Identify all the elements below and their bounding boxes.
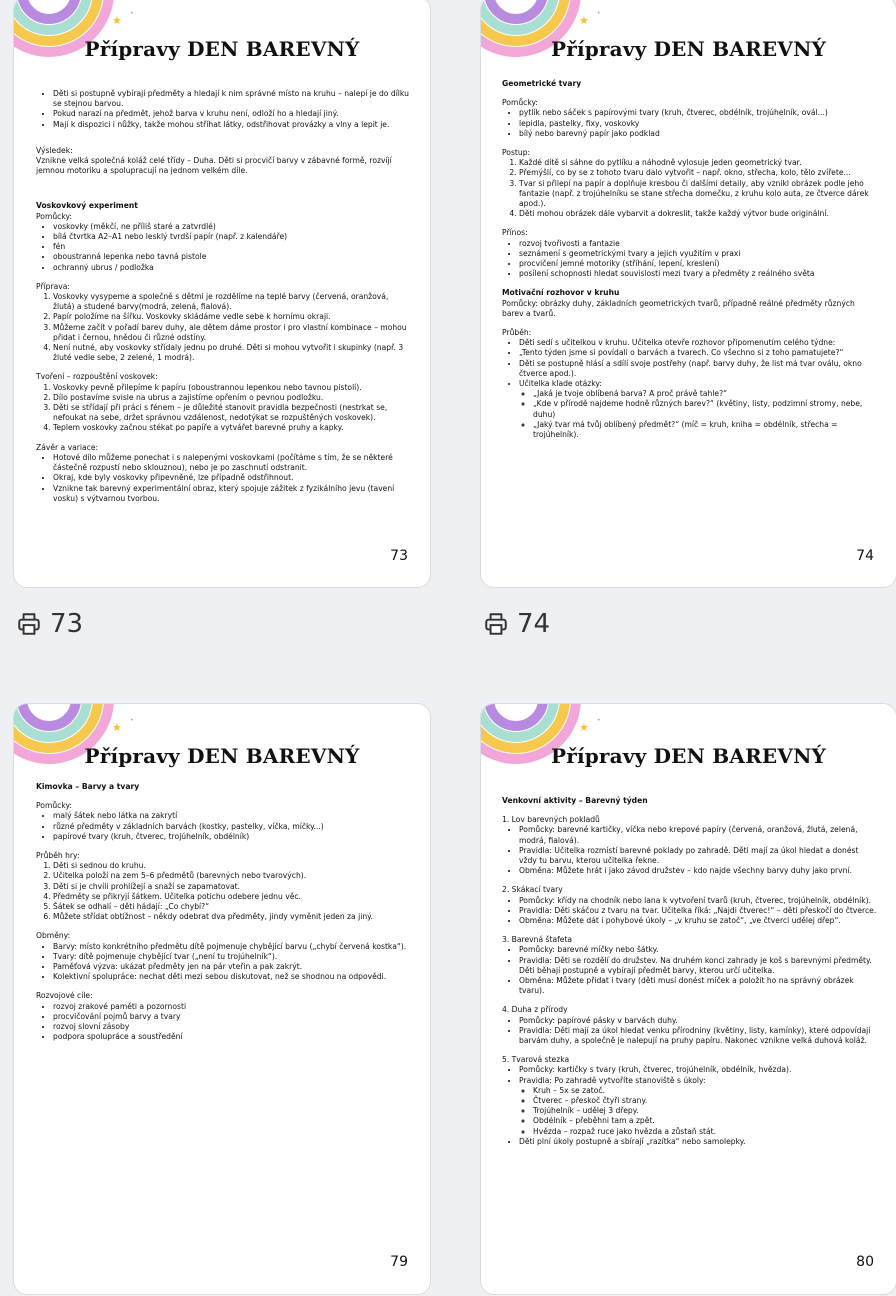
list-item: • „Tento týden jsme si povídali o barvách a tvarech. Co všechno si z toho pamatujete?“: [519, 348, 878, 358]
intro-list: [36, 89, 412, 130]
list-item: • Pravidla: Učitelka rozmístí barevné poklady po zahradě. Děti mají za úkol hledat a donést vždy tu barvu, kterou učitelka řekne.: [519, 846, 878, 866]
list-item: • rozvoj zrakové paměti a pozornosti: [53, 1002, 412, 1012]
list-item: • fén: [53, 242, 412, 252]
section-heading: Rozvojové cíle:: [36, 991, 93, 1001]
tools-list: [36, 222, 412, 273]
page-number: 80: [856, 1254, 874, 1270]
section-title: Geometrické tvary: [502, 79, 582, 88]
list-item: • Mají k dispozici i nůžky, takže mohou stříhat látky, odstřihovat provázky a vlny a lepit je.: [53, 120, 412, 130]
section-heading: Pomůcky:: [36, 801, 72, 811]
list-item: • Pomůcky: barevné míčky nebo šátky.: [519, 945, 878, 955]
end-list: [36, 453, 412, 504]
page-thumbnail-79[interactable]: [13, 703, 431, 1295]
list-item: • Obměna: Můžete přidat i tvary (děti musí donést míček a položit ho na správný obrázek tvaru).: [519, 976, 878, 996]
list-item: • rozvoj slovní zásoby: [53, 1022, 412, 1032]
activity-list: [502, 1065, 878, 1147]
page-content: [36, 782, 412, 1042]
questions-list: [519, 389, 878, 440]
section-heading: Přínos:: [502, 228, 528, 238]
tasks-list: [519, 1086, 878, 1137]
list-item: ◦ Čtverec – přeskoč čtyři strany.: [533, 1096, 878, 1106]
activity-title: 5. Tvarová stezka: [502, 1055, 570, 1065]
list-item: 4. Není nutné, aby voskovky střídaly jednu po druhé. Děti si mohou vytvořit i skupinky (např. 3 žluté vedle sebe, 2 zelené, 1 modrá).: [53, 343, 412, 363]
dot-icon: •: [597, 10, 601, 17]
section-title: Motivační rozhovor v kruhu: [502, 288, 620, 298]
list-item: ◦ „Jaký tvar má tvůj oblíbený předmět?“ (míč = kruh, kniha = obdélník, střecha = trojúhelník).: [533, 420, 878, 440]
list-item: • voskovky (měkčí, ne příliš staré a zatvrdlé): [53, 222, 412, 232]
list-item: • procvičení jemné motoriky (stříhání, lepení, kreslení): [519, 259, 878, 269]
list-item: • Pravidla: Děti mají za úkol hledat venku přírodniny (květiny, listy, kamínky), které odpovídají barvám duhy, a společně je nalepují na pruhy papíru. Nakonec vznikne velká duhová koláž.: [519, 1026, 878, 1046]
tools-list: [502, 108, 878, 139]
page-title: Přípravy DEN BAREVNÝ: [84, 37, 360, 61]
list-item: • Barvy: místo konkrétního předmětu dítě pojmenuje chybějící barvu („chybí červená kostka“).: [53, 942, 412, 952]
procedure-list: [502, 158, 878, 219]
variations-list: [36, 942, 412, 983]
page-content: [502, 796, 878, 1147]
list-item: • Děti sedí s učitelkou v kruhu. Učitelka otevře rozhovor připomenutím celého týdne:: [519, 338, 878, 348]
page-number: 74: [856, 548, 874, 564]
section-heading: Průběh:: [502, 328, 532, 338]
section-heading: Průběh hry:: [36, 851, 80, 861]
game-list: [36, 861, 412, 922]
list-item: • Děti si postupně vybírají předměty a hledají k nim správné místo na kruhu – nalepí je do dílku se stejnou barvou.: [53, 89, 412, 109]
list-item: • seznámení s geometrickými tvary a jejich využitím v praxi: [519, 249, 878, 259]
list-item: • Pravidla: Děti skáčou z tvaru na tvar. Učitelka říká: „Najdi čtverec!“ – děti přeskočí do čtverce.: [519, 906, 878, 916]
print-page-73[interactable]: [16, 609, 83, 639]
list-item: • papírové tvary (kruh, čtverec, trojúhelník, obdélník): [53, 832, 412, 842]
list-item: 1. Děti si sednou do kruhu.: [53, 861, 412, 871]
activity-title: 3. Barevná štafeta: [502, 935, 573, 945]
course-list: [502, 338, 878, 440]
list-item: ◦ „Kde v přírodě najdeme hodně různých barev?“ (květiny, listy, podzimní stromy, nebe, duhu): [533, 399, 878, 419]
page-content: [36, 89, 412, 504]
section-heading: Závěr a variace:: [36, 442, 99, 452]
list-item: • procvičování pojmů barvy a tvary: [53, 1012, 412, 1022]
paragraph: Pomůcky: obrázky duhy, základních geometrických tvarů, případně reálné předměty různých barev a tvarů.: [502, 298, 855, 318]
printer-icon: [16, 611, 42, 637]
page-thumbnail-74[interactable]: [480, 0, 896, 588]
page-content: [502, 79, 878, 440]
print-page-label: 74: [517, 609, 551, 639]
activity-list: [502, 825, 878, 876]
list-item: • posílení schopnosti hledat souvislosti mezi tvary a předměty z reálného světa: [519, 269, 878, 279]
section-heading: Výsledek:: [36, 145, 73, 155]
list-item: • bílá čtvrtka A2–A1 nebo lesklý tvrdší papír (např. z kalendáře): [53, 232, 412, 242]
list-item: ◦ Trojúhelník – udělej 3 dřepy.: [533, 1106, 878, 1116]
list-item: • Pokud narazí na předmět, jehož barva v kruhu není, odloží ho a hledají jiný.: [53, 109, 412, 119]
list-item: 3. Tvar si přilepí na papír a doplňuje kresbou či dalšími detaily, aby vznikl obrázek podle jeho fantazie (např. z trojúhelníku se stane střecha domečku, z kruhu kolo auta, ze čtverce dárek apod.).: [519, 179, 878, 210]
list-item: • oboustranná lepenka nebo tavná pistole: [53, 252, 412, 262]
list-item: • pytlík nebo sáček s papírovými tvary (kruh, čtverec, obdélník, trojúhelník, ovál...): [519, 108, 878, 118]
page-thumbnail-73[interactable]: [13, 0, 431, 588]
list-item: 3. Můžeme začít v pořadí barev duhy, ale dětem dáme prostor i pro vlastní kombinace – mohou přidat i černou, hnědou či různé odstíny.: [53, 323, 412, 343]
list-item: • Pomůcky: papírové pásky v barvách duhy.: [519, 1016, 878, 1026]
activity-title: 1. Lov barevných pokladů: [502, 815, 600, 825]
list-item: • Pomůcky: barevné kartičky, víčka nebo krepové papíry (červená, oranžová, žlutá, zelená, modrá, fialová).: [519, 825, 878, 845]
activity-list: [502, 945, 878, 996]
star-icon: ★: [112, 721, 122, 734]
list-item: ◦ „Jaká je tvoje oblíbená barva? A proč právě tahle?“: [533, 389, 878, 399]
section-heading: Pomůcky:: [36, 211, 72, 221]
page-number: 79: [390, 1254, 408, 1270]
list-item: 1. Každé dítě si sáhne do pytlíku a náhodně vylosuje jeden geometrický tvar.: [519, 158, 878, 168]
list-item: • Tvary: dítě pojmenuje chybějící tvar („není tu trojúhelník“).: [53, 952, 412, 962]
list-item: 1. Voskovky vysypeme a společně s dětmi je rozdělíme na teplé barvy (červená, oranžová, žlutá) a studené barvy(modrá, zelená, fialová).: [53, 292, 412, 312]
list-item: • Obměna: Můžete hrát i jako závod družstev – kdo najde všechny barvy duhy jako první.: [519, 866, 878, 876]
list-item: • Děti se postupně hlásí a sdílí svoje postřehy (např. barvy duhy, že list má tvar oválu, okno čtverce apod.).: [519, 359, 878, 379]
list-item: 1. Voskovky pevně přilepíme k papíru (oboustrannou lepenkou nebo tavnou pistolí).: [53, 383, 412, 393]
list-item: • rozvoj tvořivosti a fantazie: [519, 239, 878, 249]
list-item: • Pravidla: Děti se rozdělí do družstev. Na druhém konci zahrady je koš s barevnými předměty. Děti běhají postupně a vybírají předmět barvy, kterou určí učitelka.: [519, 956, 878, 976]
print-page-74[interactable]: [483, 609, 550, 639]
print-page-label: 73: [50, 609, 84, 639]
section-title: Kimovka – Barvy a tvary: [36, 782, 140, 791]
list-item: 2. Dílo postavíme svisle na ubrus a zajistíme opřením o pevnou podložku.: [53, 393, 412, 403]
page-thumbnail-80[interactable]: [480, 703, 896, 1295]
section-heading: Pomůcky:: [502, 98, 538, 108]
prep-list: [36, 292, 412, 363]
list-item: 2. Papír položíme na šířku. Voskovky skládáme vedle sebe k hornímu okraji.: [53, 312, 412, 322]
list-item: 2. Učitelka položí na zem 5–6 předmětů (barevných nebo tvarových).: [53, 871, 412, 881]
list-item: • podpora spolupráce a soustředění: [53, 1032, 412, 1042]
activity-title: 4. Duha z přírody: [502, 1005, 568, 1015]
section-title: Voskovkový experiment: [36, 201, 138, 211]
section-heading: Postup:: [502, 148, 531, 158]
list-item: 5. Šátek se odhalí – děti hádají: „Co chybí?“: [53, 902, 412, 912]
goals-list: [36, 1002, 412, 1043]
list-item: • Pravidla: Po zahradě vytvoříte stanoviště s úkoly: ◦ Kruh – 5x se zatoč. ◦ Čtverec – přeskoč čtyři strany. ◦ Trojúhelník – udělej 3 dřepy. ◦ Obdélník – přeběhni tam a zpět. ◦ Hvězda – rozpaž ruce jako hvězda a zůstaň stát.: [519, 1076, 878, 1137]
page-title: Přípravy DEN BAREVNÝ: [550, 744, 827, 768]
list-item: 2. Přemýšlí, co by se z tohoto tvaru dalo vytvořit – např. okno, střecha, kolo, tělo zvířete...: [519, 168, 878, 178]
page-title: Přípravy DEN BAREVNÝ: [84, 744, 360, 768]
list-item: • Paměťová výzva: ukázat předměty jen na pár vteřin a pak zakrýt.: [53, 962, 412, 972]
list-item: • Pomůcky: křídy na chodník nebo lana k vytvoření tvarů (kruh, čtverec, trojúhelník, obdélník).: [519, 896, 878, 906]
list-item: • lepidla, pastelky, fixy, voskovky: [519, 119, 878, 129]
list-item: • Vznikne tak barevný experimentální obraz, který spojuje zážitek z fyzikálního jevu (tavení vosku) s výtvarnou tvorbou.: [53, 484, 412, 504]
printer-icon: [483, 611, 509, 637]
list-item: • bílý nebo barevný papír jako podklad: [519, 129, 878, 139]
activity-title: 2. Skákací tvary: [502, 885, 563, 895]
dot-icon: •: [130, 10, 134, 17]
create-list: [36, 383, 412, 434]
activity-list: [502, 1016, 878, 1047]
section-heading: Příprava:: [36, 281, 70, 291]
paragraph: Vznikne velká společná koláž celé třídy – Duha. Děti si procvičí barvy v zábavné formě, rozvíjí jemnou motoriku a spolupracují na jednom velkém díle.: [36, 156, 392, 176]
list-item: • Okraj, kde byly voskovky připevněné, lze případně odstřihnout.: [53, 473, 412, 483]
star-icon: ★: [112, 14, 122, 27]
section-title: Venkovní aktivity – Barevný týden: [502, 796, 648, 805]
tools-list: [36, 811, 412, 842]
page-title: Přípravy DEN BAREVNÝ: [550, 37, 827, 61]
list-item: ◦ Hvězda – rozpaž ruce jako hvězda a zůstaň stát.: [533, 1127, 878, 1137]
page-number: 73: [390, 548, 408, 564]
list-item: • ochranný ubrus / podložka: [53, 263, 412, 273]
section-heading: Obměny:: [36, 931, 71, 941]
list-item: ◦ Obdélník – přeběhni tam a zpět.: [533, 1116, 878, 1126]
list-item: • malý šátek nebo látka na zakrytí: [53, 811, 412, 821]
list-item: 4. Děti mohou obrázek dále vybarvit a dokreslit, takže každý výtvor bude originální.: [519, 209, 878, 219]
list-item: • Obměna: Můžete dát i pohybové úkoly – „v kruhu se zatoč“, „ve čtverci udělej dřep“.: [519, 916, 878, 926]
list-item: • Kolektivní spolupráce: nechat děti mezi sebou diskutovat, než se shodnou na odpovědi.: [53, 972, 412, 982]
list-item: 4. Předměty se přikryjí šátkem. Učitelka potichu odebere jednu věc.: [53, 892, 412, 902]
list-item: 6. Můžete střídat obtížnost – někdy odebrat dva předměty, jindy vyměnit jeden za jiný.: [53, 912, 412, 922]
dot-icon: •: [130, 717, 134, 724]
section-heading: Tvoření – rozpouštění voskovek:: [36, 372, 158, 382]
list-item: • Děti plní úkoly postupně a sbírají „razítka“ nebo samolepky.: [519, 1137, 878, 1147]
list-item: • Učitelka klade otázky: ◦ „Jaká je tvoje oblíbená barva? A proč právě tahle?“ ◦ „Kde v přírodě najdeme hodně různých barev?“ (květiny, listy, podzimní stromy, nebe, duhu) ◦ „Jaký tvar má tvůj oblíbený předmět?“ (míč = kruh, kniha = obdélník, střecha = trojúhelník).: [519, 379, 878, 440]
benefit-list: [502, 239, 878, 280]
list-item: 4. Teplem voskovky začnou stékat po papíře a vytvářet barevné pruhy a kapky.: [53, 423, 412, 433]
dot-icon: •: [597, 717, 601, 724]
star-icon: ★: [579, 14, 589, 27]
list-item: ◦ Kruh – 5x se zatoč.: [533, 1086, 878, 1096]
star-icon: ★: [579, 721, 589, 734]
list-item: 3. Děti se střídají při práci s fénem – je důležité stanovit pravidla bezpečnosti (nestrkat se, nefoukat na sebe, držet správnou vzdálenost, nedotýkat se rozpuštěných voskovek).: [53, 403, 412, 423]
list-item: 3. Děti si je chvíli prohlížejí a snaží se zapamatovat.: [53, 882, 412, 892]
activity-list: [502, 896, 878, 927]
list-item: • různé předměty v základních barvách (kostky, pastelky, víčka, míčky...): [53, 822, 412, 832]
list-item: • Pomůcky: kartičky s tvary (kruh, čtverec, trojúhelník, obdélník, hvězda).: [519, 1065, 878, 1075]
list-item: • Hotové dílo můžeme ponechat i s nalepenými voskovkami (počítáme s tím, že se některé částečně rozpustí nebo sklouznou), nebo je po zaschnutí odstranit.: [53, 453, 412, 473]
